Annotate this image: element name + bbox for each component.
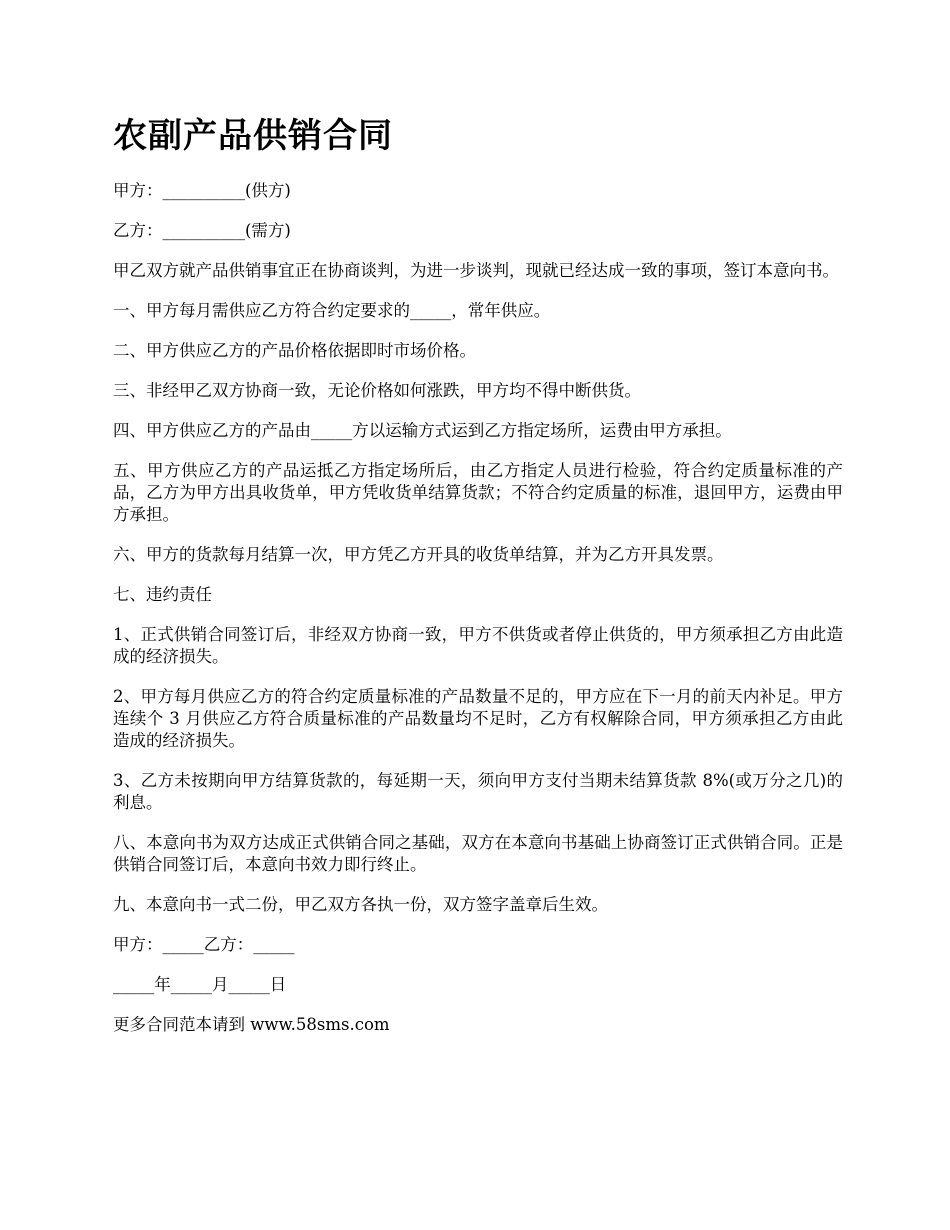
party-b-line: 乙方：__________(需方) — [113, 221, 291, 240]
signature-line: 甲方：_____乙方：_____ — [113, 935, 295, 954]
clause-4: 四、甲方供应乙方的产品由_____方以运输方式运到乙方指定场所，运费由甲方承担。 — [113, 421, 732, 440]
clause-8: 八、本意向书为双方达成正式供销合同之基础，双方在本意向书基础上协商签订正式供销合同。正是供销合同签订后，本意向书效力即行终止。 — [113, 833, 843, 874]
clause-3: 三、非经甲乙双方协商一致，无论价格如何涨跌，甲方均不得中断供货。 — [113, 381, 641, 400]
clause-7-item-2: 2、甲方每月供应乙方的符合约定质量标准的产品数量不足的，甲方应在下一月的前天内补足。甲方连续个 3 月供应乙方符合质量标准的产品数量均不足时，乙方有权解除合同，甲方须承担乙方由此造成的经济损失。 — [113, 687, 843, 750]
clause-6: 六、甲方的货款每月结算一次，甲方凭乙方开具的收货单结算，并为乙方开具发票。 — [113, 545, 724, 564]
intro-paragraph: 甲乙双方就产品供销事宜正在协商谈判，为进一步谈判，现就已经达成一致的事项，签订本意向书。 — [113, 261, 839, 280]
clause-7-item-1: 1、正式供销合同签订后，非经双方协商一致，甲方不供货或者停止供货的，甲方须承担乙方由此造成的经济损失。 — [113, 625, 843, 666]
clause-1: 一、甲方每月需供应乙方符合约定要求的_____，常年供应。 — [113, 301, 551, 320]
clause-2: 二、甲方供应乙方的产品价格依据即时市场价格。 — [113, 341, 476, 360]
clause-9: 九、本意向书一式二份，甲乙双方各执一份，双方签字盖章后生效。 — [113, 895, 608, 914]
footer-note: 更多合同范本请到 www.58sms.com — [113, 1015, 390, 1034]
date-line: _____年_____月_____日 — [113, 975, 287, 994]
document-title: 农副产品供销合同 — [113, 116, 393, 156]
document-body — [113, 108, 843, 1054]
clause-5: 五、甲方供应乙方的产品运抵乙方指定场所后，由乙方指定人员进行检验，符合约定质量标准的产品，乙方为甲方出具收货单，甲方凭收货单结算货款；不符合约定质量的标准，退回甲方，运费由甲方承担。 — [113, 461, 843, 524]
clause-7-heading: 七、违约责任 — [113, 585, 212, 604]
clause-7-item-3: 3、乙方未按期向甲方结算货款的，每延期一天，须向甲方支付当期未结算货款 8%(或万分之几)的利息。 — [113, 771, 843, 812]
party-a-line: 甲方：__________(供方) — [113, 181, 291, 200]
